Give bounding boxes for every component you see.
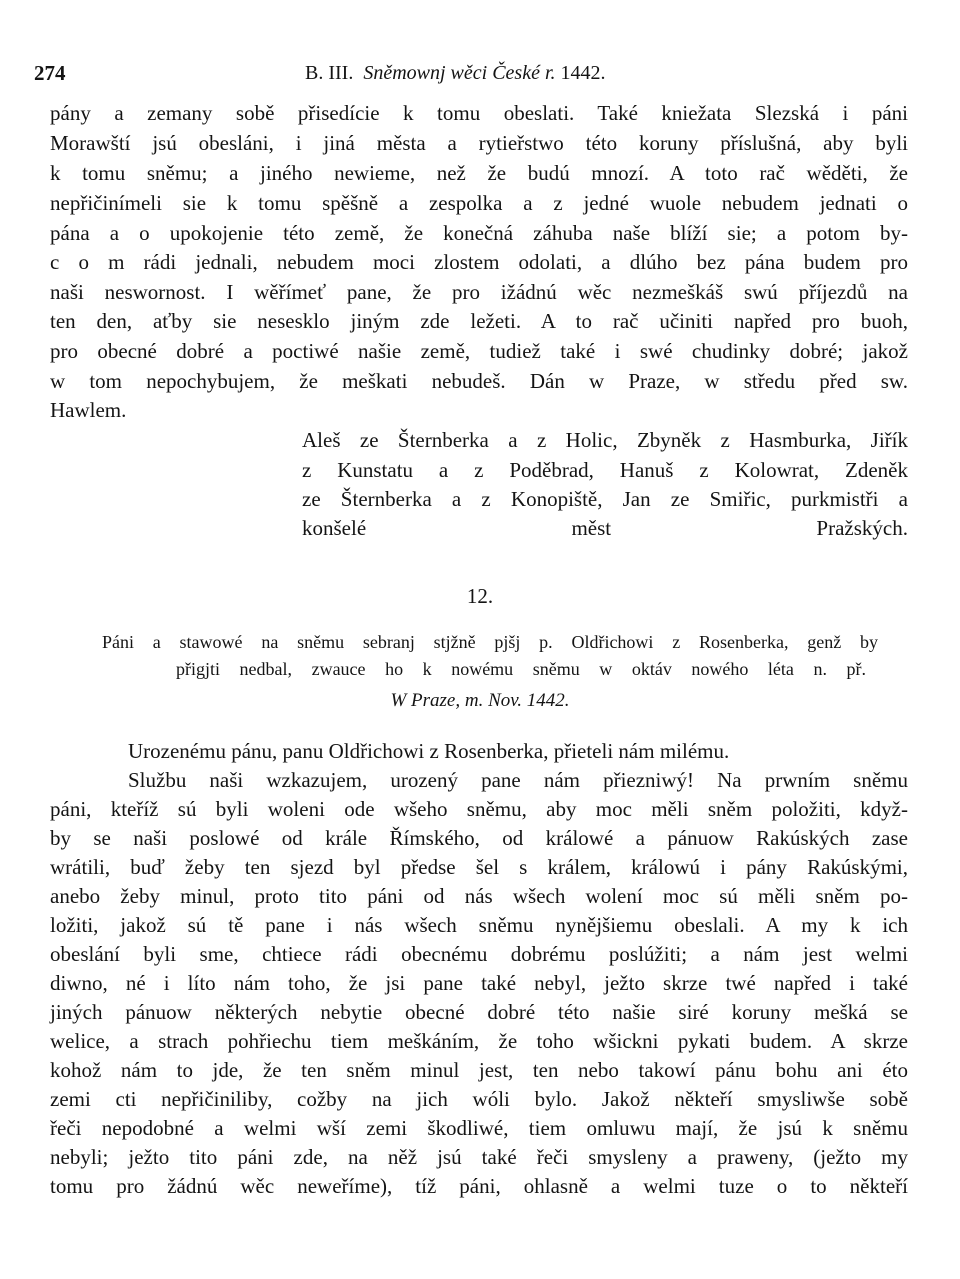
signature-line: ze Šternberka a z Konopiště, Jan ze Smiřic, purkmistři a — [302, 487, 908, 511]
text-line: pro obecné dobré a poctiwé našie země, tudiež také i swé chudinky dobré; jakož — [50, 339, 908, 363]
running-header — [305, 58, 606, 88]
text-line: Morawští jsú obesláni, i jiná města a rytieřstwo této koruny příslušná, aby byli — [50, 131, 908, 155]
text-line: Službu naši wzkazujem, urozený pane nám přiezniwý! Na prwním sněmu — [128, 768, 908, 792]
document-summary-line: Páni a stawowé na sněmu sebranj stjžně pjšj p. Oldřichowi z Rosenberka, genž by — [102, 632, 878, 652]
text-line: ložiti, jakož sú tě pane i nás wšech sněmu nynějšiemu obeslali. A my k ich — [50, 913, 908, 937]
text-line: zemi cti nepřičiniliby, cožby na jich wóli bylo. Jakož někteří smysliwše sobě — [50, 1087, 908, 1111]
text-line: diwno, né i líto nám toho, že jsi pane také nebyl, ježto skrze twé napřed i také — [50, 971, 908, 995]
text-line: Hawlem. — [50, 398, 127, 422]
running-title: Sněmownj wěci České r. — [363, 62, 556, 84]
text-line: jiných pánuow některých nebytie obecné dobré této našie siré koruny mešká se — [50, 1000, 908, 1024]
signature-line: konšelé měst Pražských. — [302, 516, 908, 540]
text-line: anebo žeby minul, proto tito páni od nás wšech wolení moc sú měli sněm po- — [50, 884, 908, 908]
document-summary-line: přigjti nedbal, zwauce ho k nowému sněmu w oktáv nowého léta n. př. — [176, 659, 866, 679]
signature-line: Aleš ze Šternberka a z Holic, Zbyněk z Hasmburka, Jiřík — [302, 428, 908, 452]
text-line: naši neswornost. I wěřímeť pane, že pro ižádnú wěc nezmeškáš swú příjezdů na — [50, 280, 908, 304]
text-line: obeslání byli sme, chtiece rádi obecnému dobrému poslúžiti; a nám jest welmi — [50, 942, 908, 966]
text-line: řeči nepodobné a welmi wší zemi škodliwé, tiem omluwu mají, že jsú k sněmu — [50, 1116, 908, 1140]
text-line: pány a zemany sobě přisedície k tomu obeslati. Také kniežata Slezská i páni — [50, 101, 908, 125]
text-line: pána a o upokojenie této země, že konečná záhuba naše blíží sie; a potom by- — [50, 221, 908, 245]
text-line: by se naši poslowé od krále Římského, od králowé a pánuow Rakúských zase — [50, 826, 908, 850]
text-line: nepřičinímeli sie k tomu spěšně a zespolka a z jedné wuole nebudem jednati o — [50, 191, 908, 215]
page-number: 274 — [34, 61, 66, 85]
header-year: 1442. — [560, 62, 606, 84]
text-line: welice, a strach pohřiechu tiem meškáním, že toho wšickni pykati budem. A skrze — [50, 1029, 908, 1053]
text-line: w tom nepochybujem, že meškati nebudeš. Dán w Praze, w středu před sw. — [50, 369, 908, 393]
text-line: páni, kteříž sú byli woleni ode wšeho sněmu, aby moc měli sněm položiti, když- — [50, 797, 908, 821]
signature-line: z Kunstatu a z Poděbrad, Hanuš z Kolowrat, Zdeněk — [302, 458, 908, 482]
text-line: Urozenému pánu, panu Oldřichowi z Rosenberka, přieteli nám milému. — [128, 739, 730, 763]
place-date: W Praze, m. Nov. 1442. — [390, 690, 570, 711]
document-number: 12. — [466, 584, 494, 608]
text-line: nebyli; ježto tito páni zde, na něž jsú také řeči smysleny a praweny, (ježto my — [50, 1145, 908, 1169]
book-number: B. III. — [305, 62, 354, 84]
text-line: wrátili, buď žeby ten sjezd byl předse šel s králem, králowú i pány Rakúskými, — [50, 855, 908, 879]
text-line: tomu pro žádnú wěc neweříme), tíž páni, ohlasně a welmi tuze o to někteří — [50, 1174, 908, 1198]
text-line: kohož nám to jde, že ten sněm minul jest, ten nebo takowí pánu bohu ani éto — [50, 1058, 908, 1082]
text-line: ten den, aťby sie nesesklo jiným zde ležeti. A to rač učiniti napřed pro buoh, — [50, 309, 908, 333]
text-line: k tomu sněmu; a jiného newieme, než že budú mnozí. A toto rač wěděti, že — [50, 161, 908, 185]
text-line: c o m rádi jednali, nebudem moci zlostem odolati, a dlúho bez pána budem pro — [50, 250, 908, 274]
